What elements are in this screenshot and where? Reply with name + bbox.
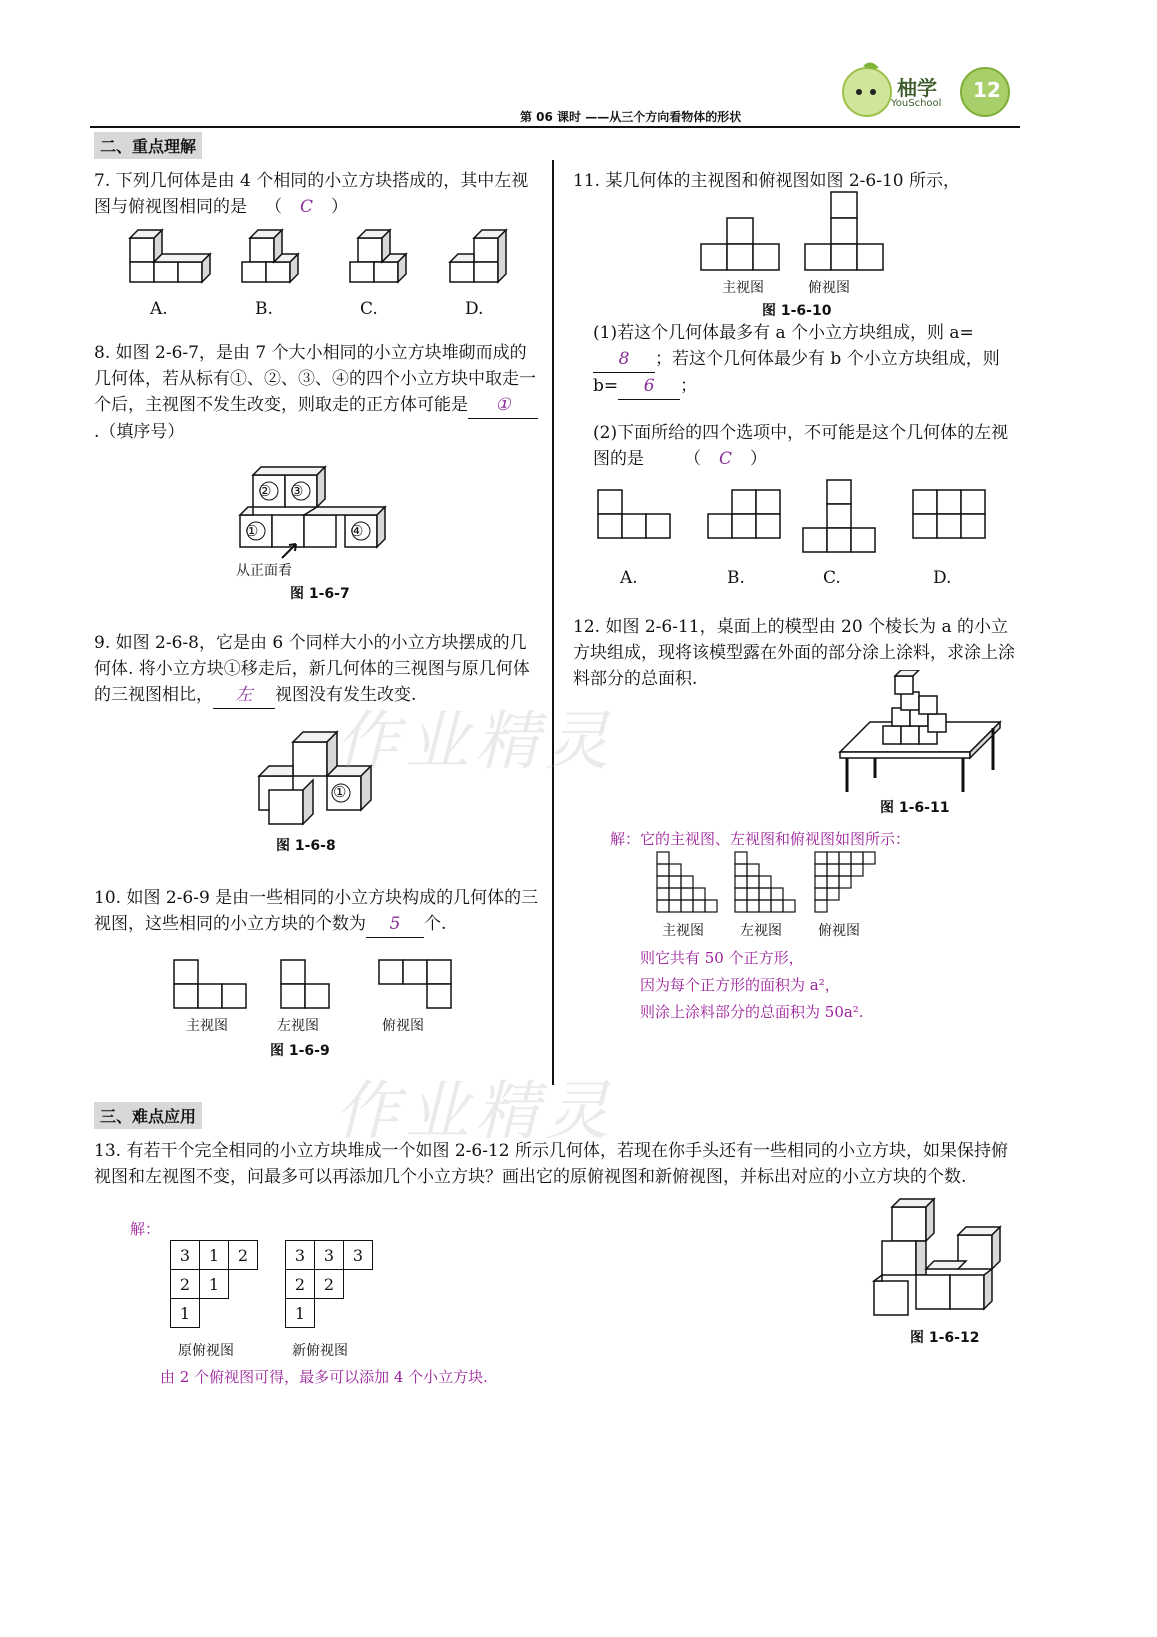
q12-figure-caption: 图 1-6-11 <box>880 800 950 816</box>
q9-cube-label: ① <box>333 783 347 801</box>
q9-answer: 左 <box>213 682 275 709</box>
q11-option-d: D. <box>933 568 952 588</box>
watermark-2: 作业精灵 <box>335 1075 615 1149</box>
q13-original-top-view <box>170 1240 258 1328</box>
grid-cell: 1 <box>200 1270 229 1299</box>
header-rule <box>90 126 1020 128</box>
brand-name: 柚学 <box>897 76 937 100</box>
q11-part1 <box>593 320 1018 400</box>
q13-new-caption: 新俯视图 <box>292 1343 348 1359</box>
q12-figure <box>835 670 1005 795</box>
question-8 <box>94 340 539 445</box>
grid-cell: 2 <box>229 1241 258 1270</box>
q10-top-caption: 俯视图 <box>382 1018 424 1034</box>
watermark-1: 作业精灵 <box>335 705 615 779</box>
question-11-text: 11. 某几何体的主视图和俯视图如图 2-6-10 所示， <box>573 171 960 191</box>
q11-top-caption: 俯视图 <box>808 280 850 296</box>
brand-sub: YouSchool <box>891 98 942 109</box>
q10-left-view <box>281 960 329 1008</box>
brand-logo <box>835 60 1015 120</box>
q11-part2 <box>593 420 1018 472</box>
q7-option-b: B. <box>255 299 273 319</box>
q12-line3: 则涂上涂料部分的总面积为 50a². <box>640 1003 864 1021</box>
grid-cell: 1 <box>171 1299 200 1328</box>
q12-left-view <box>735 852 795 912</box>
q11-option-b-shape <box>708 490 780 538</box>
q7-figure-c <box>350 230 406 282</box>
grid-cell-empty <box>229 1270 258 1299</box>
column-divider <box>552 160 554 1085</box>
q11-part2-text: (2)下面所给的四个选项中，不可能是这个几何体的左视图的是 <box>593 423 1009 469</box>
q8-text: 8. 如图 2-6-7，是由 7 个大小相同的小立方块堆砌而成的几何体，若从标有①、②、③、④的四个小立方块中取走一个后，主视图不发生改变，则取走的正方体可能是 <box>94 343 536 415</box>
q13-orig-caption: 原俯视图 <box>178 1343 234 1359</box>
q7-figure-d <box>450 230 506 282</box>
grid-cell-empty <box>229 1299 258 1328</box>
q11-answer-b: 6 <box>618 373 680 400</box>
q7-paren-open: （ <box>265 197 282 217</box>
question-10 <box>94 885 539 938</box>
q7-option-a: A. <box>150 299 168 319</box>
q11-part1-b: ；若这个几何体最少有 b 个小立方块组成，则 b= <box>593 349 1000 396</box>
q13-conclusion: 由 2 个俯视图可得，最多可以添加 4 个小立方块. <box>160 1368 488 1386</box>
q11-option-b: B. <box>727 568 745 588</box>
q8-arrow-label: 从正面看 <box>236 563 292 579</box>
q8-figure-caption: 图 1-6-7 <box>290 586 350 602</box>
q10-suffix: 个. <box>424 914 447 934</box>
q11-option-a-shape <box>598 490 670 538</box>
q11-views <box>698 190 888 272</box>
q10-front-view <box>174 960 246 1008</box>
section-key-understanding: 二、重点理解 <box>94 132 202 159</box>
q7-figures <box>125 225 525 285</box>
q11-option-c: C. <box>823 568 841 588</box>
q9-text: 9. 如图 2-6-8，它是由 6 个同样大小的小立方块摆成的几何体. 将小立方块①移走后，新几何体的三视图与原几何体的三视图相比， <box>94 633 530 705</box>
q8-answer: ① <box>468 392 538 419</box>
q8-label-2: ② <box>258 482 272 500</box>
q11-part1-a: (1)若这个几何体最多有 a 个小立方块组成，则 a= <box>593 323 974 343</box>
q7-option-d: D. <box>465 299 484 319</box>
grid-cell: 3 <box>315 1241 344 1270</box>
q9-suffix: 视图没有发生改变. <box>275 685 417 705</box>
q12-front-caption: 主视图 <box>662 923 704 939</box>
q12-solution-intro: 解：它的主视图、左视图和俯视图如图所示： <box>610 830 911 848</box>
q7-figure-b <box>242 230 298 282</box>
q8-label-3: ③ <box>290 482 304 500</box>
q8-label-4: ④ <box>350 522 364 540</box>
question-7 <box>94 168 539 220</box>
q11-front-view <box>701 218 779 270</box>
q8-label-1: ① <box>245 522 259 540</box>
q7-figure-a <box>130 230 210 282</box>
q11-top-view <box>805 192 883 270</box>
q11-options <box>595 478 995 553</box>
q12-top-caption: 俯视图 <box>818 923 860 939</box>
grid-cell: 2 <box>171 1270 200 1299</box>
q11-option-d-shape <box>913 490 985 538</box>
q12-top-view <box>815 852 875 912</box>
arrow-icon <box>280 540 300 560</box>
question-12-text: 12. 如图 2-6-11，桌面上的模型由 20 个棱长为 a 的小立方块组成，现将该模型露在外面的部分涂上涂料，求涂上涂料部分的总面积. <box>573 617 1015 689</box>
q13-figure-caption: 图 1-6-12 <box>910 1330 980 1346</box>
q12-line2: 因为每个正方形的面积为 a²， <box>640 976 840 994</box>
page-header <box>90 60 1020 128</box>
grid-cell-empty <box>200 1299 229 1328</box>
q7-paren-close: ） <box>331 197 349 217</box>
q9-figure-caption: 图 1-6-8 <box>276 838 336 854</box>
q10-front-caption: 主视图 <box>186 1018 228 1034</box>
q7-answer: C <box>300 197 314 217</box>
q10-top-view <box>379 960 451 1008</box>
q12-front-view <box>657 852 717 912</box>
grid-cell: 1 <box>200 1241 229 1270</box>
q11-answer-2: C <box>719 449 733 469</box>
q11-paren-open: （ <box>684 449 701 469</box>
section-difficult-application: 三、难点应用 <box>94 1102 202 1129</box>
q10-answer: 5 <box>366 911 424 938</box>
q8-figure <box>235 465 405 550</box>
grid-cell: 2 <box>315 1270 344 1299</box>
grid-cell: 1 <box>286 1299 315 1328</box>
q12-left-caption: 左视图 <box>740 923 782 939</box>
q12-line1: 则它共有 50 个正方形， <box>640 949 804 967</box>
q11-option-a: A. <box>620 568 638 588</box>
grid-cell: 3 <box>344 1241 373 1270</box>
q11-answer-a: 8 <box>593 346 655 373</box>
q11-figure-caption: 图 1-6-10 <box>762 303 832 319</box>
page-number: 12 <box>973 78 1001 102</box>
q11-front-caption: 主视图 <box>722 280 764 296</box>
grid-cell-empty <box>315 1299 344 1328</box>
q13-new-top-view <box>285 1240 373 1328</box>
q7-option-c: C. <box>360 299 378 319</box>
q8-suffix: .（填序号） <box>94 422 185 442</box>
q11-part1-end: ； <box>680 376 698 396</box>
q13-figure <box>870 1195 1005 1325</box>
q12-solution-views <box>655 850 895 915</box>
grid-cell: 3 <box>171 1241 200 1270</box>
grid-cell-empty <box>344 1270 373 1299</box>
q11-paren-close: ） <box>750 449 768 469</box>
q10-left-caption: 左视图 <box>277 1018 319 1034</box>
q10-views <box>172 958 457 1010</box>
question-13-text: 13. 有若干个完全相同的小立方块堆成一个如图 2-6-12 所示几何体，若现在你手头还有一些相同的小立方块，如果保持俯视图和左视图不变，问最多可以再添加几个小立方块？画出它的原俯视图和新俯视图，并标出对应的小立方块的个数. <box>94 1141 1008 1187</box>
grid-cell: 3 <box>286 1241 315 1270</box>
q13-solution-label: 解： <box>130 1220 161 1238</box>
q11-option-c-shape <box>803 480 875 552</box>
q10-figure-caption: 图 1-6-9 <box>270 1043 330 1059</box>
q7-text: 7. 下列几何体是由 4 个相同的小立方块搭成的，其中左视图与俯视图相同的是 <box>94 171 529 217</box>
course-title: 第 06 课时 ——从三个方向看物体的形状 <box>520 110 742 124</box>
q10-text: 10. 如图 2-6-9 是由一些相同的小立方块构成的几何体的三视图，这些相同的小立方块的个数为 <box>94 888 539 934</box>
grid-cell-empty <box>344 1299 373 1328</box>
grid-cell: 2 <box>286 1270 315 1299</box>
